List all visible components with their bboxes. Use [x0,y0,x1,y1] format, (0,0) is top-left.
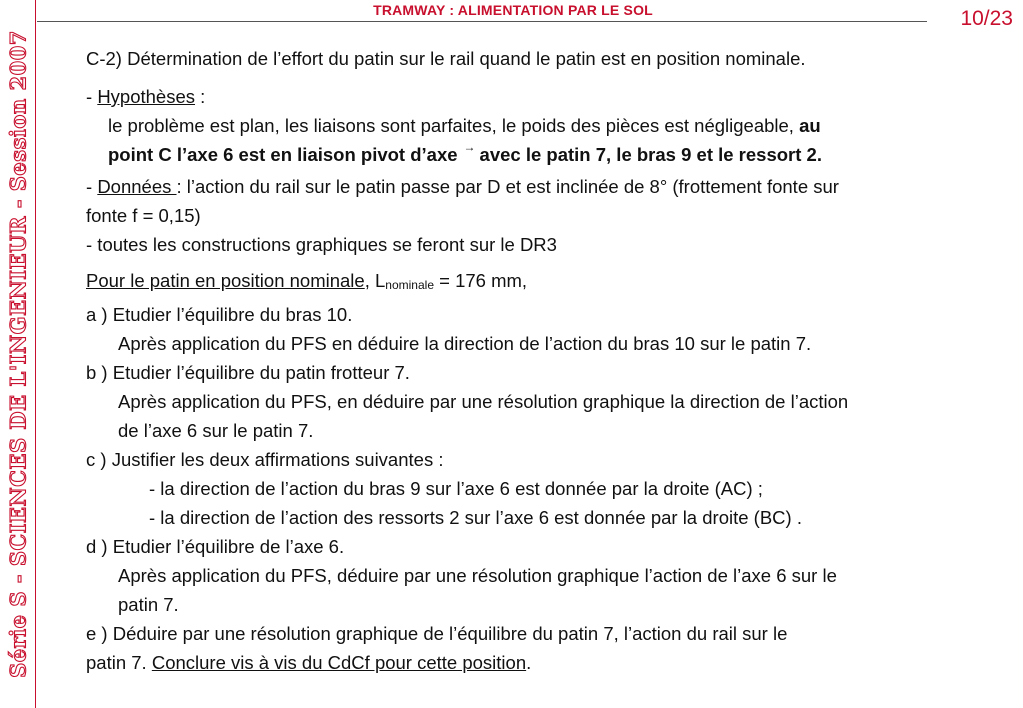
question-e-conclusion: Conclure vis à vis du CdCf pour cette position [151,652,527,673]
sidebar-vertical-title: Série S - SCIENCES DE L'INGENIEUR - Session 2007 [5,30,31,678]
hypotheses-bold-start: au [799,115,821,136]
question-d-text-1: Après application du PFS, déduire par une résolution graphique l’action de l’axe 6 sur le [118,565,837,586]
page-number: 10/23 [960,7,1013,30]
nominal-position-line [86,266,986,300]
question-d-title: d ) Etudier l’équilibre de l’axe 6. [86,536,345,557]
donnees-label: Données [97,176,177,197]
donnees-text: : l’action du rail sur le patin passe par D et est inclinée de 8° (frottement fonte sur [176,176,839,197]
constructions-note: - toutes les constructions graphiques se feront sur le DR3 [86,234,557,255]
bullet-dash: - [86,176,98,197]
hypotheses-line-2 [86,140,986,172]
header-divider [37,21,927,22]
question-e-start: patin 7. [86,652,152,673]
donnees-line-2: fonte f = 0,15) [86,205,201,226]
document-title: TRAMWAY : ALIMENTATION PAR LE SOL [373,2,653,18]
bullet-dash: - [86,86,98,107]
question-c-item-2: - la direction de l’action des ressorts 2 sur l’axe 6 est donnée par la droite (BC) . [149,507,802,528]
document-body [86,44,986,677]
hypotheses-bold-b: avec le patin 7, le bras 9 et le ressort 2. [479,144,822,165]
question-b-title: b ) Etudier l’équilibre du patin frotteur 7. [86,362,410,383]
question-c-title: c ) Justifier les deux affirmations suivantes : [86,449,444,470]
question-b-text-1: Après application du PFS, en déduire par une résolution graphique la direction de l’action [118,391,849,412]
section-title: C-2) Détermination de l’effort du patin sur le rail quand le patin est en position nominale. [86,48,806,69]
question-a-title: a ) Etudier l’équilibre du bras 10. [86,304,353,325]
question-c-item-1: - la direction de l’action du bras 9 sur l’axe 6 est donnée par la droite (AC) ; [149,478,763,499]
sidebar [0,0,36,708]
hypotheses-label: Hypothèses [97,86,196,107]
nominal-value: = 176 mm, [434,270,528,291]
nominal-label: Pour le patin en position nominale [86,270,365,291]
hypotheses-bold-a: point C l’axe 6 est en liaison pivot d’axe [108,144,458,165]
hypotheses-colon: : [195,86,206,107]
question-b-text-2: de l’axe 6 sur le patin 7. [118,420,314,441]
hypotheses-text: le problème est plan, les liaisons sont parfaites, le poids des pièces est négligeable, [108,115,800,136]
question-e-text-2 [86,648,986,677]
hypotheses-line-1 [86,111,986,140]
question-e-text-1: e ) Déduire par une résolution graphique de l’équilibre du patin 7, l’action du rail sur le [86,623,788,644]
nominal-L: , L [364,270,386,291]
question-e-period: . [526,652,532,673]
vector-arrow-icon: → [463,140,476,154]
question-d-text-2: patin 7. [118,594,179,615]
question-a-text: Après application du PFS en déduire la direction de l’action du bras 10 sur le patin 7. [118,333,812,354]
nominal-subscript: nominale [385,278,434,292]
hypotheses-heading [86,82,986,111]
donnees-line-1 [86,172,986,201]
